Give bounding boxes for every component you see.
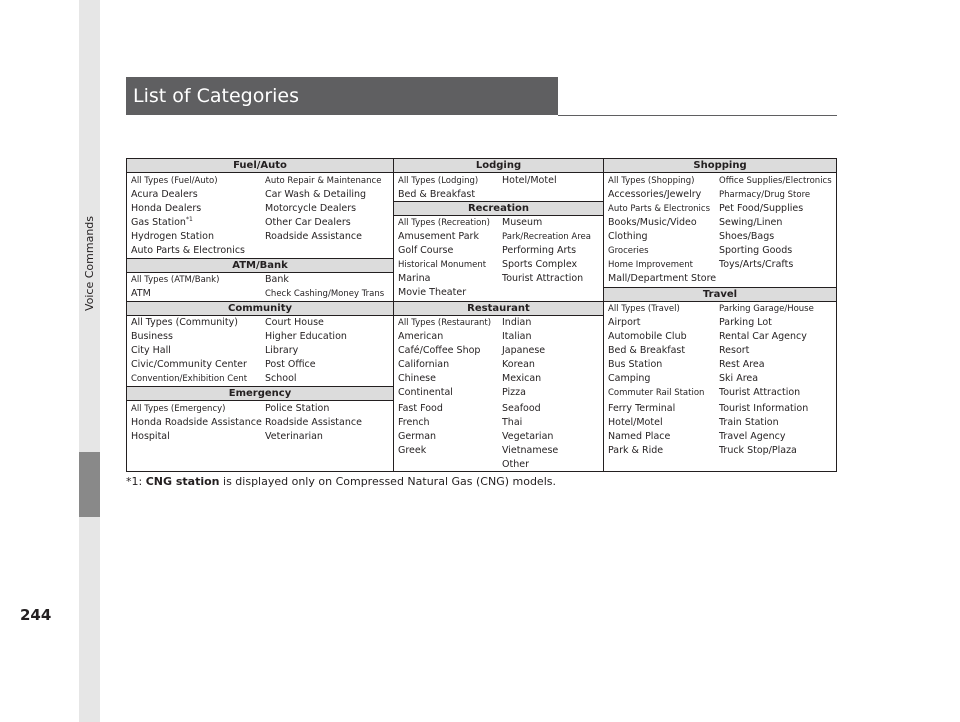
list-item: Resort (719, 345, 750, 356)
list-item: Automobile Club (608, 331, 687, 342)
list-item: Acura Dealers (131, 189, 198, 200)
list-item-gas-station: Gas Station$^{*1}$ (131, 215, 193, 228)
list-item: Tourist Attraction (719, 387, 801, 398)
list-item: Train Station (719, 417, 779, 428)
list-item: Amusement Park (398, 231, 479, 242)
list-item: Mall/Department Store (608, 273, 717, 284)
list-item: Golf Course (398, 245, 454, 256)
list-item: American (398, 331, 444, 342)
list-item: Post Office (265, 359, 316, 370)
footnote: *1: CNG station is displayed only on Compressed Natural Gas (CNG) models. (126, 475, 556, 488)
list-item: Accessories/Jewelry (608, 189, 702, 200)
list-item: Police Station (265, 403, 330, 414)
list-item: Other Car Dealers (265, 217, 351, 228)
list-item: Italian (502, 331, 532, 342)
list-item: Library (265, 345, 299, 356)
list-item: Clothing (608, 231, 648, 242)
list-item: Park/Recreation Area (502, 232, 591, 242)
list-item: Named Place (608, 431, 671, 442)
list-item: Korean (502, 359, 535, 370)
section-header-shopping: Shopping (604, 159, 836, 173)
page-title: List of Categories (133, 85, 300, 107)
list-item: Rest Area (719, 359, 765, 370)
list-item: Historical Monument (398, 260, 487, 270)
list-item: All Types (Travel) (608, 304, 680, 314)
page-number: 244 (20, 606, 52, 624)
side-tab-marker (79, 452, 100, 517)
list-item: Rental Car Agency (719, 331, 807, 342)
side-label: Voice Commands (83, 215, 97, 311)
list-item: Park & Ride (608, 445, 664, 456)
list-item: Auto Parts & Electronics (131, 245, 246, 256)
list-item: Truck Stop/Plaza (719, 445, 797, 456)
list-item: Bus Station (608, 359, 663, 370)
list-item: Travel Agency (719, 431, 786, 442)
list-item: Toys/Arts/Crafts (719, 259, 794, 270)
list-item: Vietnamese (502, 445, 559, 456)
list-item: Thai (502, 417, 523, 428)
list-item: Parking Garage/House (719, 304, 814, 314)
list-item: Veterinarian (265, 431, 323, 442)
list-item: Japanese (502, 345, 546, 356)
list-item: Other (502, 459, 529, 470)
list-item: Tourist Information (719, 403, 809, 414)
list-item: Books/Music/Video (608, 217, 697, 228)
list-item: All Types (Shopping) (608, 176, 695, 186)
list-item: Roadside Assistance (265, 417, 362, 428)
section-header-fuel-auto: Fuel/Auto (127, 159, 393, 173)
section-header-community: Community (127, 301, 393, 316)
list-item: Greek (398, 445, 427, 456)
list-item: Motorcycle Dealers (265, 203, 357, 214)
list-item: ATM (131, 288, 151, 299)
list-item: Fast Food (398, 403, 443, 414)
section-header-emergency: Emergency (127, 386, 393, 401)
title-rule (558, 115, 837, 116)
list-item: Bed & Breakfast (398, 189, 476, 200)
list-item: Camping (608, 373, 651, 384)
list-item: Convention/Exhibition Cent (131, 374, 248, 384)
list-item: Sporting Goods (719, 245, 793, 256)
list-item: Mexican (502, 373, 542, 384)
list-item: Performing Arts (502, 245, 577, 256)
list-item: City Hall (131, 345, 171, 356)
list-item: Hotel/Motel (502, 175, 557, 186)
list-item: Honda Roadside Assistance (131, 417, 262, 428)
list-item: All Types (Emergency) (131, 404, 226, 414)
list-item: Seafood (502, 403, 541, 414)
section-header-travel: Travel (604, 287, 836, 302)
list-item: Marina (398, 273, 431, 284)
list-item: Hotel/Motel (608, 417, 663, 428)
list-item: Ski Area (719, 373, 759, 384)
list-item: Roadside Assistance (265, 231, 362, 242)
list-item: Business (131, 331, 173, 342)
list-item: Parking Lot (719, 317, 772, 328)
list-item: Auto Repair & Maintenance (265, 176, 382, 186)
list-item: Higher Education (265, 331, 347, 342)
list-item: All Types (Lodging) (398, 176, 479, 186)
list-item: All Types (Restaurant) (398, 318, 492, 328)
section-header-atm-bank: ATM/Bank (127, 258, 393, 273)
list-item: Continental (398, 387, 453, 398)
list-item: Tourist Attraction (502, 273, 584, 284)
footnote-term: CNG station (145, 475, 220, 488)
list-item: Pharmacy/Drug Store (719, 190, 811, 200)
list-item: Pizza (502, 387, 526, 398)
list-item: Office Supplies/Electronics (719, 176, 832, 186)
list-item: Sports Complex (502, 259, 578, 270)
list-item: Vegetarian (502, 431, 554, 442)
list-item: Bank (265, 274, 289, 285)
list-item: Civic/Community Center (131, 359, 247, 370)
list-item: French (398, 417, 430, 428)
list-item: Shoes/Bags (719, 231, 775, 242)
category-table (126, 158, 837, 472)
list-item: All Types (Fuel/Auto) (131, 176, 218, 186)
section-header-restaurant: Restaurant (394, 301, 603, 316)
list-item: Airport (608, 317, 641, 328)
section-header-lodging: Lodging (394, 159, 603, 173)
list-item: Hydrogen Station (131, 231, 214, 242)
list-item: Groceries (608, 246, 649, 256)
list-item: All Types (Recreation) (398, 218, 490, 228)
list-item: Café/Coffee Shop (398, 345, 481, 356)
section-header-recreation: Recreation (394, 201, 603, 216)
list-item: Californian (398, 359, 450, 370)
list-item: School (265, 373, 297, 384)
list-item: Indian (502, 317, 532, 328)
list-item: Museum (502, 217, 543, 228)
list-item: Movie Theater (398, 287, 467, 298)
list-item: Chinese (398, 373, 436, 384)
list-item: German (398, 431, 437, 442)
list-item: Court House (265, 317, 324, 328)
column-divider (603, 159, 604, 471)
list-item: Car Wash & Detailing (265, 189, 367, 200)
list-item: Bed & Breakfast (608, 345, 686, 356)
footnote-ref: *1 (185, 215, 193, 223)
list-item: Honda Dealers (131, 203, 202, 214)
list-item: Ferry Terminal (608, 403, 676, 414)
list-item: All Types (ATM/Bank) (131, 275, 220, 285)
list-item: Check Cashing/Money Trans (265, 289, 385, 299)
list-item: Hospital (131, 431, 170, 442)
list-item: Sewing/Linen (719, 217, 783, 228)
list-item: Commuter Rail Station (608, 388, 705, 398)
list-item: Auto Parts & Electronics (608, 204, 711, 214)
list-item: All Types (Community) (131, 317, 238, 328)
list-item: Pet Food/Supplies (719, 203, 804, 214)
list-item: Home Improvement (608, 260, 693, 270)
